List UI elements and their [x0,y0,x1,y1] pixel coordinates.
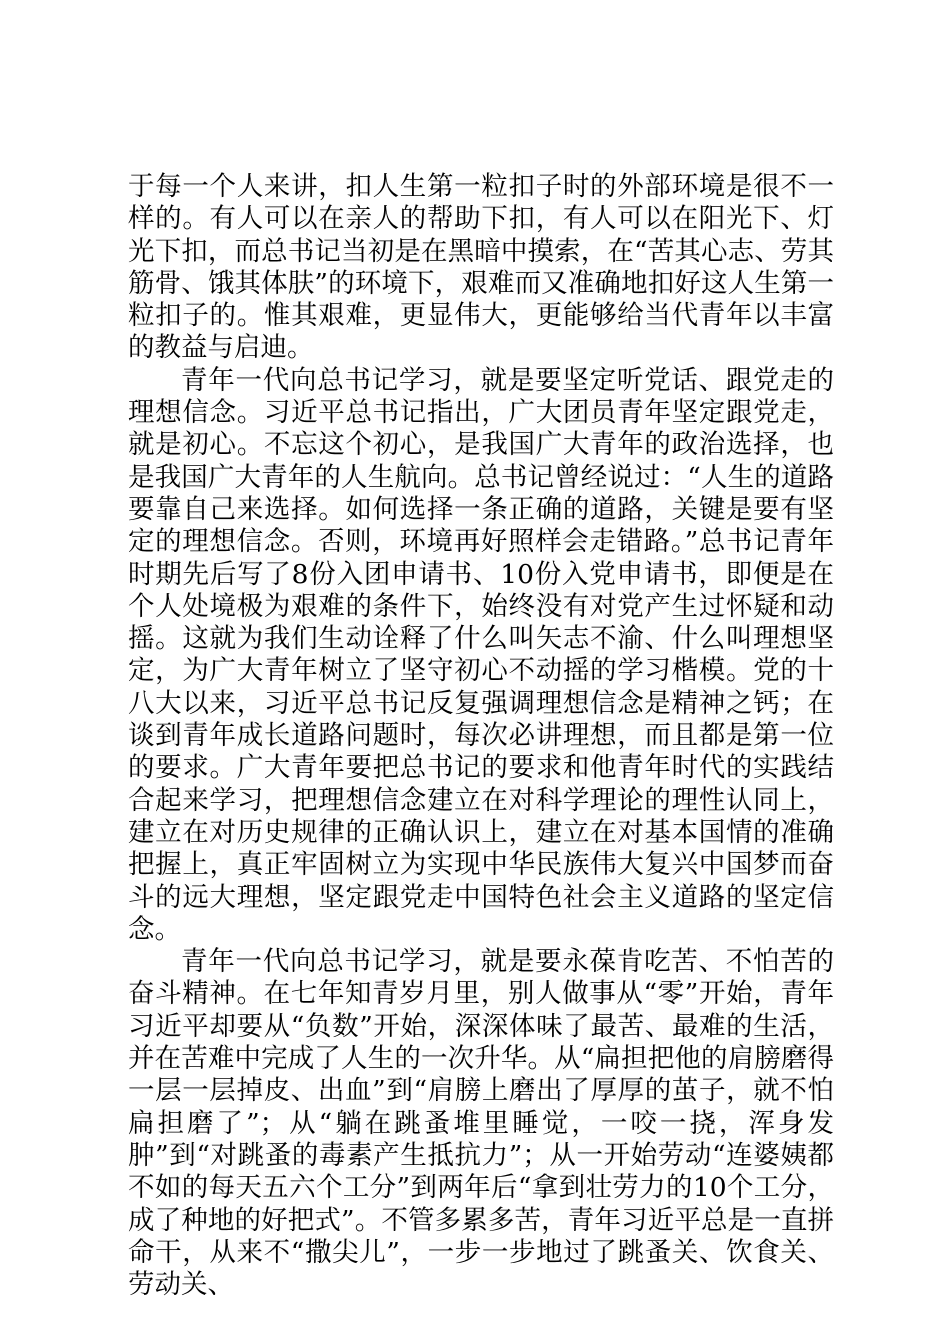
paragraph-ideals: 青年一代向总书记学习，就是要坚定听党话、跟党走的理想信念。习近平总书记指出，广大团员青年坚定跟党走，就是初心。不忘这个初心，是我国广大青年的政治选择，也是我国广大青年的人生航向。总书记曾经说过：“人生的道路要靠自己来选择。如何选择一条正确的道路，关键是要有坚定的理想信念。否则，环境再好照样会走错路。”总书记青年时期先后写了8份入团申请书、10份入党申请书，即便是在个人处境极为艰难的条件下，始终没有对党产生过怀疑和动摇。这就为我们生动诠释了什么叫矢志不渝、什么叫理想坚定，为广大青年树立了坚守初心不动摇的学习楷模。党的十八大以来，习近平总书记反复强调理想信念是精神之钙；在谈到青年成长道路问题时，每次必讲理想，而且都是第一位的要求。广大青年要把总书记的要求和他青年时代的实践结合起来学习，把理想信念建立在对科学理论的理性认同上，建立在对历史规律的正确认识上，建立在对基本国情的准确把握上，真正牢固树立为实现中华民族伟大复兴中国梦而奋斗的远大理想，坚定跟党走中国特色社会主义道路的坚定信念。 [128,364,834,945]
paragraph-hardship: 青年一代向总书记学习，就是要永葆肯吃苦、不怕苦的奋斗精神。在七年知青岁月里，别人做事从“零”开始，青年习近平却要从“负数”开始，深深体味了最苦、最难的生活，并在苦难中完成了人生的一次升华。从“扁担把他的肩膀磨得一层一层掉皮、出血”到“肩膀上磨出了厚厚的茧子，就不怕扁担磨了”；从“躺在跳蚤堆里睡觉，一咬一挠，浑身发肿”到“对跳蚤的毒素产生抵抗力”；从一开始劳动“连婆姨都不如的每天五六个工分”到两年后“拿到壮劳力的10个工分，成了种地的好把式”。不管多累多苦，青年习近平总是一直拼命干，从来不“撒尖儿”，一步一步地过了跳蚤关、饮食关、劳动关、 [128,946,834,1301]
paragraph-continuation: 于每一个人来讲，扣人生第一粒扣子时的外部环境是很不一样的。有人可以在亲人的帮助下扣，有人可以在阳光下、灯光下扣，而总书记当初是在黑暗中摸索，在“苦其心志、劳其筋骨、饿其体肤”的环境下，艰难而又准确地扣好这人生第一粒扣子的。惟其艰难，更显伟大，更能够给当代青年以丰富的教益与启迪。 [128,171,834,364]
body-text [128,171,834,1301]
